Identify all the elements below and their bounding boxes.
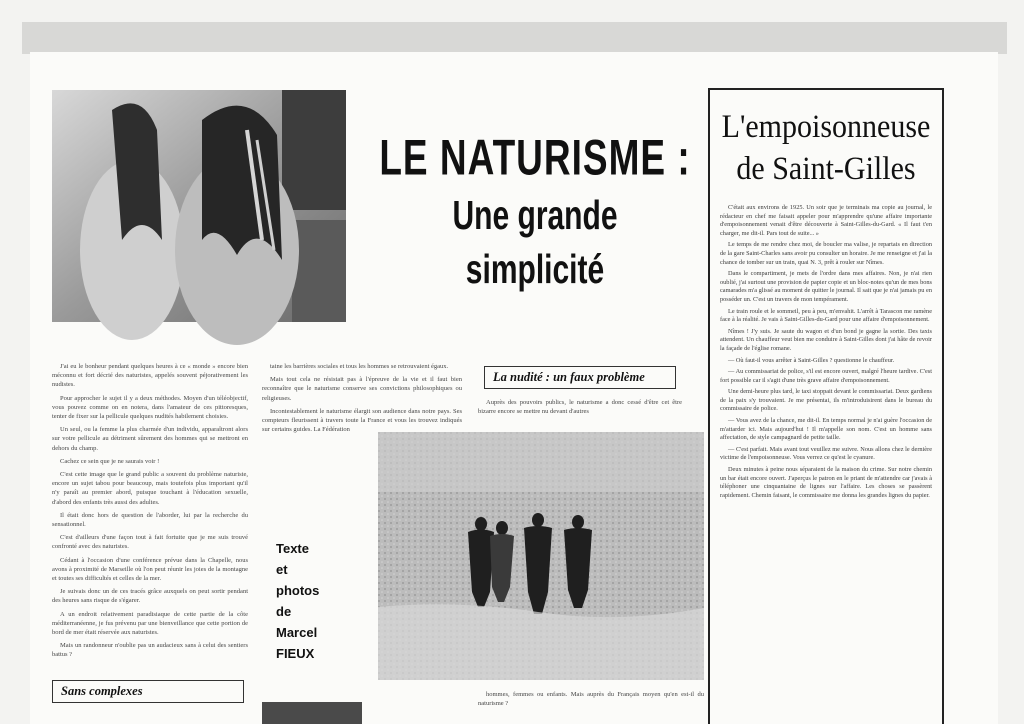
col1-paragraph: C'est cette image que le grand public a souvent du problème naturiste, encore un sujet tabou pour beaucoup, mais toutefois plus important qu'il n'y paraît au premier abord, puisque touchant à l'éducation sexuelle, d'abord des enfants très aussi des adultes.	[52, 471, 248, 506]
byline-credit	[276, 538, 356, 664]
article-column-1	[52, 362, 248, 668]
headline-line-1: LE NATURISME :	[379, 130, 691, 186]
col1-paragraph: Mais un randonneur n'oublie pas un audacieux sans à celui des sentiers battus ?	[52, 642, 248, 659]
subhead-sans-complexes: Sans complexes	[52, 680, 244, 703]
headline-line-3: simplicité	[465, 248, 605, 293]
col1-paragraph: C'est d'ailleurs d'une façon tout à fait fortuite que je me suis trouvé confronté avec des naturistes.	[52, 534, 248, 551]
col1-paragraph: Un seul, ou la femme la plus charmée d'un individu, apparaîtront alors sur votre pellicule au détriment sûrement des hommes qui se mettront en dehors du champ.	[52, 426, 248, 452]
sidebar-paragraph: Le train roule et le sommeil, peu à peu, m'envahit. L'arrêt à Tarascon me ramène face à la réalité. Je vais à Saint-Gilles-du-Gard pour une affaire d'empoisonnement.	[720, 307, 932, 324]
article-column-3-bottom	[478, 690, 704, 716]
col2-paragraph: Mais tout cela ne résistait pas à l'épreuve de la vie et il faut bien reconnaître que le naturisme conserve ses convictions philosophiques ou religieuses.	[262, 376, 462, 402]
subhead-nudite: La nudité : un faux problème	[484, 366, 676, 389]
credit-line: Texte	[276, 541, 309, 556]
credit-line: et	[276, 562, 288, 577]
sidebar-article	[708, 88, 944, 724]
credit-line: Marcel	[276, 625, 318, 640]
article-column-3	[478, 398, 682, 420]
col3-paragraph: Auprès des pouvoirs publics, le naturisme a donc cessé d'être cet être bizarre encore se mettre nu devant d'autres	[478, 399, 682, 416]
sidebar-paragraph: Deux minutes à peine nous séparaient de la maison du crime. Sur notre chemin un bar était encore ouvert. J'aperçus le patron en le priant de m'attendre car j'avais à téléphoner une cinquantaine de lignes sur l'affaire. Les choses se passèrent rapidement. Chemin faisant, le commissaire me donna les grandes lignes du papier.	[720, 466, 932, 499]
main-headline	[370, 130, 700, 293]
col3-bottom-paragraph: hommes, femmes ou enfants. Mais auprès du Français moyen qu'en est-il du naturisme ?	[478, 691, 704, 708]
photo-beach-group	[378, 432, 704, 680]
sidebar-paragraph: — Vous avez de la chance, me dit-il. En temps normal je n'ai guère l'occasion de m'attarder ici. Mais aujourd'hui ! Il m'appelle son nom. C'est un homme sans affectation, de style campagnard de petite taille.	[720, 417, 932, 442]
photo-strip-bottom	[262, 702, 362, 724]
credit-line: de	[276, 604, 292, 619]
sidebar-title	[720, 106, 932, 190]
sidebar-paragraph: Une demi-heure plus tard, le taxi stoppait devant le commissariat. Deux gardiens de la paix s'y trouvaient. Je me présentai, ils m'introduisirent dans le bureau du commissaire de police.	[720, 388, 932, 413]
sidebar-paragraph: Nîmes ! J'y suis. Je saute du wagon et d'un bond je gagne la sortie. Des taxis attendent. Un chauffeur veut bien me conduire à Saint-Gilles dont j'ai hâte de revoir la façade de l'église romane.	[720, 327, 932, 352]
sidebar-paragraph: Dans le compartiment, je mets de l'ordre dans mes affaires. Non, je n'ai rien oublié, j'ai surtout une provision de papier copie et un bloc-notes qu'un de mes bons camarades m'a glissé au moment de quitter le journal. Il sait que je n'ai jamais pu en posséder un. C'est un travers de mon tempérament.	[720, 270, 932, 303]
sidebar-body	[720, 204, 932, 500]
credit-line: photos	[276, 583, 320, 598]
col1-paragraph: Il était donc hors de question de l'aborder, lui par la recherche du sensationnel.	[52, 511, 248, 529]
sidebar-title-line-1: L'empoisonneuse	[721, 108, 931, 145]
headline-line-2: Une grande	[452, 194, 618, 239]
sidebar-paragraph: Le temps de me rendre chez moi, de boucler ma valise, je repartais en direction de la gare Saint-Charles sans avoir pu consulter un horaire. Je me renseigne et j'ai la chance de tomber sur un train, quai N. 3, prêt à rouler sur Nîmes.	[720, 241, 932, 266]
col2-paragraph: taine les barrières sociales et tous les hommes se retrouvaient égaux.	[270, 363, 449, 370]
col1-paragraph: A un endroit relativement paradisiaque de cette partie de la côte méditerranéenne, je fus prévenu par une bienveillance que cette portion de bord de mer était réservée aux naturistes.	[52, 610, 248, 637]
col1-paragraph: Cédant à l'occasion d'une conférence prévue dans la Chapelle, nous avons à proximité de Marseille où l'on peut réunir les joies de la montagne et toutes ses difficultés et celles de la mer.	[52, 556, 248, 583]
sidebar-paragraph: — Au commissariat de police, s'il est encore ouvert, malgré l'heure tardive. C'est fort possible car il s'agit d'une très grave affaire d'empoisonnement.	[720, 368, 932, 384]
credit-line: FIEUX	[276, 646, 315, 661]
scan-top-edge	[22, 22, 1007, 54]
col2-paragraph: Incontestablement le naturisme élargit son audience dans notre pays. Ses compteurs fleurissent à travers toute la France et vous les trouvez indiqués sur certains guides. La Fédération	[262, 407, 462, 434]
col1-paragraph: Je suivais donc un de ces tracés grâce auxquels on peut sortir pendant des heures sans risque de s'égarer.	[52, 588, 248, 605]
sidebar-paragraph: C'était aux environs de 1925. Un soir que je terminais ma copie au journal, le rédacteur en chef me faisait appeler pour m'apprendre qu'une affaire importante d'empoisonnement venait d'être découverte à Saint-Gilles-du-Gard. « Il faut t'en charger, me dit-il. Pars tout de suite... »	[720, 204, 932, 237]
photo-two-women	[52, 90, 346, 322]
sidebar-title-line-2: de Saint-Gilles	[736, 150, 916, 187]
col1-paragraph: J'ai eu le bonheur pendant quelques heures à ce « monde » encore bien méconnu et fort décrié des naturistes, appelés souvent péjorativement les nudistes.	[52, 363, 248, 389]
article-column-2	[262, 362, 462, 434]
sidebar-paragraph: — Où faut-il vous arrêter à Saint-Gilles ? questionne le chauffeur.	[728, 356, 895, 364]
col1-paragraph: Pour approcher le sujet il y a deux méthodes. Moyen d'un téléobjectif, vous pouvez comme on en notera, dans l'amateur de ces pittoresques, tenter de fixer sur la pellicule quelques nudités habilement choisies.	[52, 394, 248, 421]
col1-paragraph: Cachez ce sein que je ne saurais voir !	[60, 457, 160, 465]
sidebar-paragraph: — C'est parfait. Mais avant tout veuillez me suivre. Nous allons chez le dernière victime de l'empoisonneuse. Vous verrez ce qu'est le cyanure.	[720, 445, 932, 462]
